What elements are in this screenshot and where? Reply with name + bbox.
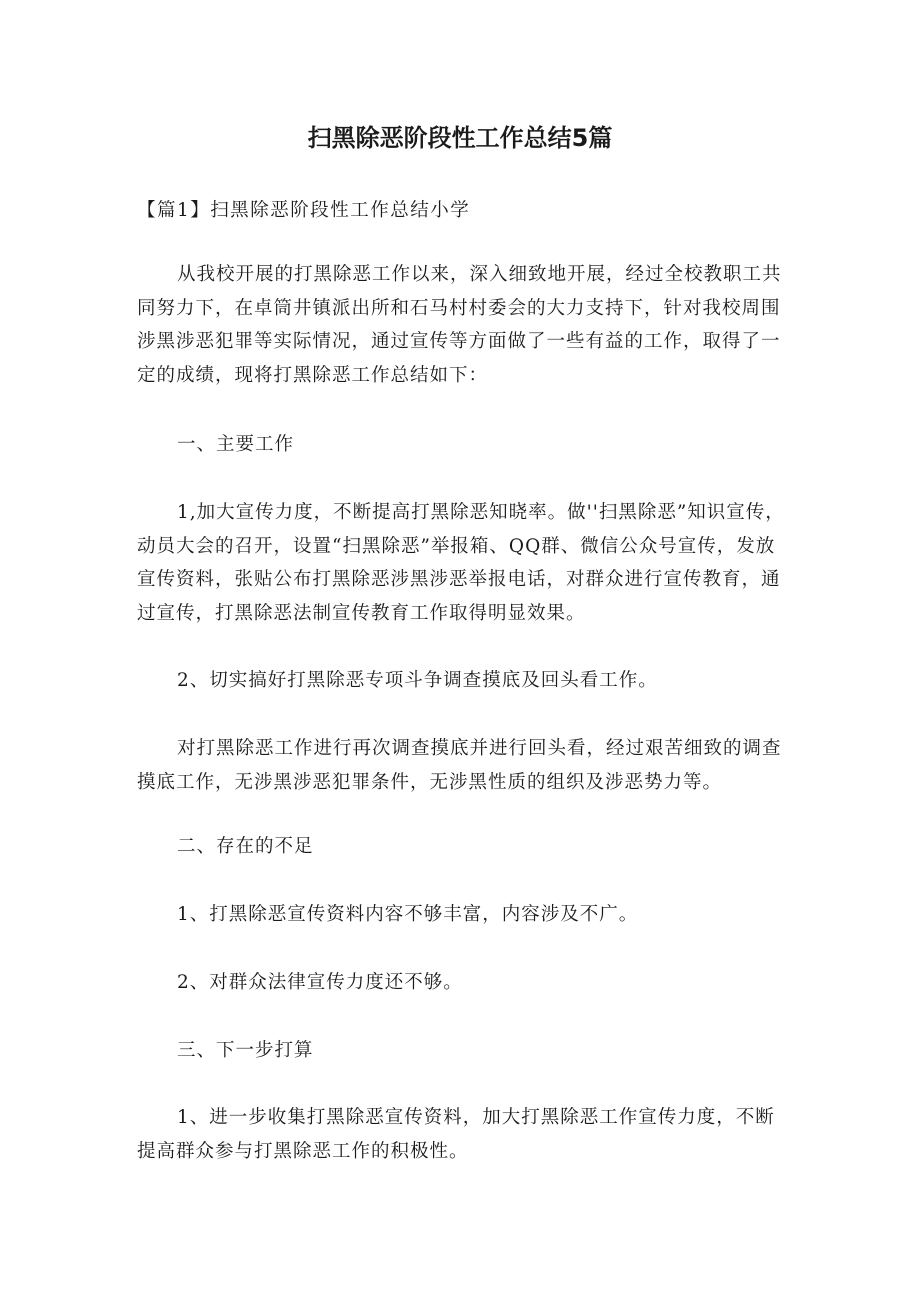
paragraph-intro: 从我校开展的打黑除恶工作以来，深入细致地开展，经过全校教职工共同努力下，在卓筒井镇派出所和石马村村委会的大力支持下，针对我校周围涉黑涉恶犯罪等实际情况，通过宣传等方面做了一些有益的工作，取得了一定的成绩，现将打黑除恶工作总结如下：	[137, 264, 782, 386]
heading-next-steps: 三、下一步打算	[177, 1040, 314, 1061]
paragraph-shortcoming-2: 2、对群众法律宣传力度还不够。	[177, 972, 463, 993]
paragraph-shortcoming-1: 1、打黑除恶宣传资料内容不够丰富，内容涉及不广。	[177, 904, 639, 925]
paragraph-investigation-title: 2、切实搞好打黑除恶专项斗争调查摸底及回头看工作。	[177, 670, 658, 691]
heading-main-work: 一、主要工作	[177, 434, 295, 455]
section-heading: 【篇1】扫黑除恶阶段性工作总结小学	[137, 200, 471, 221]
document-title: 扫黑除恶阶段性工作总结5篇	[307, 124, 613, 152]
paragraph-publicity: 1,加大宣传力度，不断提高打黑除恶知晓率。做''扫黑除恶”知识宣传，动员大会的召开，设置“扫黑除恶”举报箱、QQ群、微信公众号宣传，发放宣传资料，张贴公布打黑除恶涉黑涉恶举报电话，对群众进行宣传教育，通过宣传，打黑除恶法制宣传教育工作取得明显效果。	[137, 502, 785, 624]
paragraph-next-step-1: 1、进一步收集打黑除恶宣传资料，加大打黑除恶工作宣传力度，不断提高群众参与打黑除恶工作的积极性。	[137, 1107, 775, 1162]
heading-shortcomings: 二、存在的不足	[177, 836, 314, 857]
paragraph-investigation: 对打黑除恶工作进行再次调查摸底并进行回头看，经过艰苦细致的调查摸底工作，无涉黑涉恶犯罪条件，无涉黑性质的组织及涉恶势力等。	[137, 738, 782, 793]
